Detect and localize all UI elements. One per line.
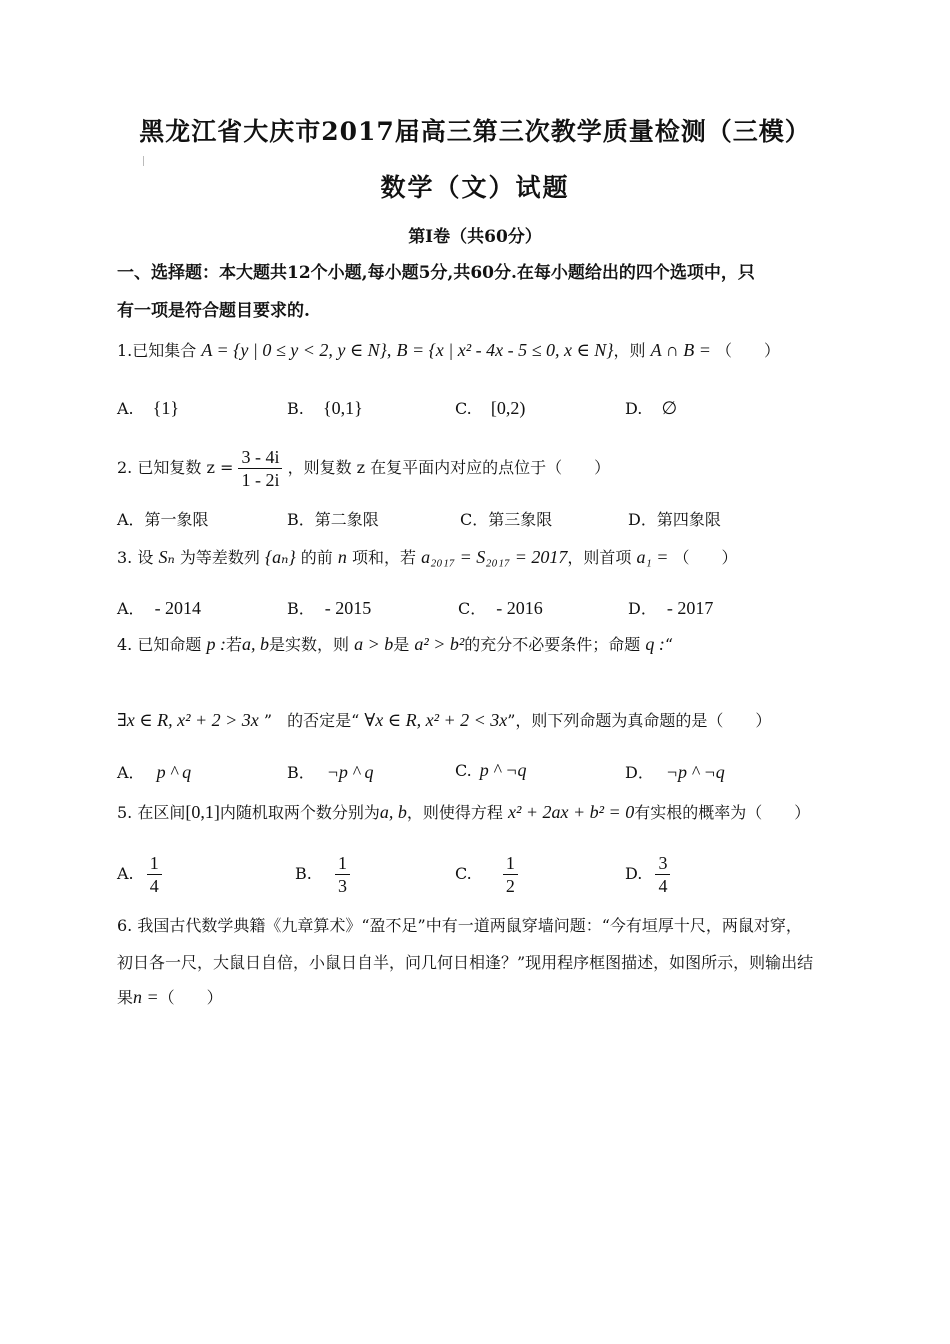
section-instructions-line1: 一、选择题：本大题共12个小题,每小题5分,共60分.在每小题给出的四个选项中，只 [117, 263, 755, 283]
q5-equation: x² + 2ax + b² = 0 [507, 802, 635, 822]
q1-sep: , [386, 340, 392, 360]
q1-prefix: 1.已知集合 [117, 341, 197, 360]
question-3: 3. 设 Sₙ 为等差数列 {aₙ} 的前 n 项和，若 a₂₀₁₇ = S₂₀₁₇ = 2017，则首项 a₁ = （ ） [117, 547, 738, 567]
q4-ab: a, b [241, 634, 269, 654]
question-6-line2: 初日各一尺，大鼠日自倍，小鼠日自半，问几何日相逢？”现用程序框图描述，如图所示，则输出结 [117, 953, 814, 972]
q4-a-gt-b: a > b [354, 634, 394, 654]
q1-expr: A ∩ B = [650, 340, 711, 360]
q1-option-c: C. [0,2) [455, 398, 526, 418]
q1-option-d: D. ∅ [625, 398, 678, 418]
q4-p: p : [206, 634, 226, 654]
q2-numerator: 3 - 4i [238, 446, 282, 469]
q5-option-d: D. $\frac{3}{4}$ [625, 852, 670, 897]
document-subtitle: 数学（文）试题 [380, 173, 570, 202]
question-5: 5. 在区间[0,1]内随机取两个数分别为a, b，则使得方程 x² + 2ax + b² = 0有实根的概率为（ ） [117, 802, 811, 822]
question-4-line2: ∃x ∈ R, x² + 2 > 3x ” 的否定是“ ∀x ∈ R, x² + 2 < 3x”，则下列命题为真命题的是（ ） [117, 710, 772, 730]
q1-option-b: B. {0,1} [287, 398, 363, 418]
q5-ab: a, b [379, 802, 407, 822]
q4-option-d: D． ¬p ^ ¬q [625, 762, 725, 782]
q1-then: ，则 [613, 341, 646, 360]
q4-q: q : [645, 634, 665, 654]
q3-option-a: A． - 2014 [117, 598, 202, 618]
q3-option-c: C． - 2016 [458, 598, 543, 618]
q5-option-a: A. $\frac{1}{4}$ [117, 852, 162, 897]
q6-n: n = [133, 987, 159, 1007]
question-1 [117, 338, 780, 361]
q2-option-a: A．第一象限 [117, 510, 209, 529]
q3-option-d: D． - 2017 [628, 598, 714, 618]
document-title: 黑龙江省大庆市2017届高三第三次教学质量检测（三模） [139, 117, 811, 146]
q1-option-a: A. {1} [117, 398, 180, 418]
q4-forall: ∀x ∈ R, x² + 2 < 3x [364, 710, 508, 730]
q3-n: n [337, 547, 347, 567]
q1-set-a: A = {y | 0 ≤ y < 2, y ∈ N} [201, 340, 387, 360]
q1-set-b: B = {x | x² - 4x - 5 ≤ 0, x ∈ N} [396, 340, 614, 360]
q2-text: ，则复数 z 在复平面内对应的点位于（ ） [287, 458, 611, 477]
q3-a1: a₁ = [636, 547, 669, 567]
q4-exists: ∃x ∈ R, x² + 2 > 3x [117, 710, 259, 730]
q5-interval: [0,1] [185, 802, 220, 822]
q3-an: {aₙ} [264, 547, 296, 567]
part-heading: 第Ⅰ卷（共60分） [408, 227, 542, 247]
q2-option-c: C．第三象限 [460, 510, 553, 529]
q4-option-a: A． p ^ q [117, 762, 192, 782]
question-6-line1: 6. 我国古代数学典籍《九章算术》“盈不足”中有一道两鼠穿墙问题：“今有垣厚十尺，两鼠对穿， [117, 916, 802, 935]
q4-option-b: B． ¬p ^ q [287, 762, 374, 782]
question-6-line3: 果n =（ ） [117, 987, 223, 1007]
q2-prefix: 2. 已知复数 z = [117, 458, 234, 477]
q2-option-b: B．第二象限 [287, 510, 379, 529]
q2-option-d: D．第四象限 [628, 510, 721, 529]
q5-option-b: B. $\frac{1}{3}$ [295, 852, 350, 897]
q1-paren: （ ） [716, 341, 781, 360]
q2-fraction [238, 446, 282, 491]
q5-option-c: C. $\frac{1}{2}$ [455, 852, 518, 897]
q4-squares: a² > b² [414, 634, 465, 654]
q2-denominator: 1 - 2i [241, 470, 280, 490]
question-4: 4. 已知命题 p :若a, b是实数，则 a > b是 a² > b²的充分不必要条件；命题 q :“ [117, 634, 674, 654]
q3-condition: a₂₀₁₇ = S₂₀₁₇ = 2017 [421, 547, 568, 567]
q3-sn: Sₙ [158, 547, 175, 567]
q4-option-c: C. p ^ ¬q [455, 760, 527, 780]
q3-option-b: B． - 2015 [287, 598, 372, 618]
section-instructions-line2: 有一项是符合题目要求的. [117, 301, 310, 321]
scan-mark [143, 156, 144, 166]
question-2 [117, 446, 610, 491]
